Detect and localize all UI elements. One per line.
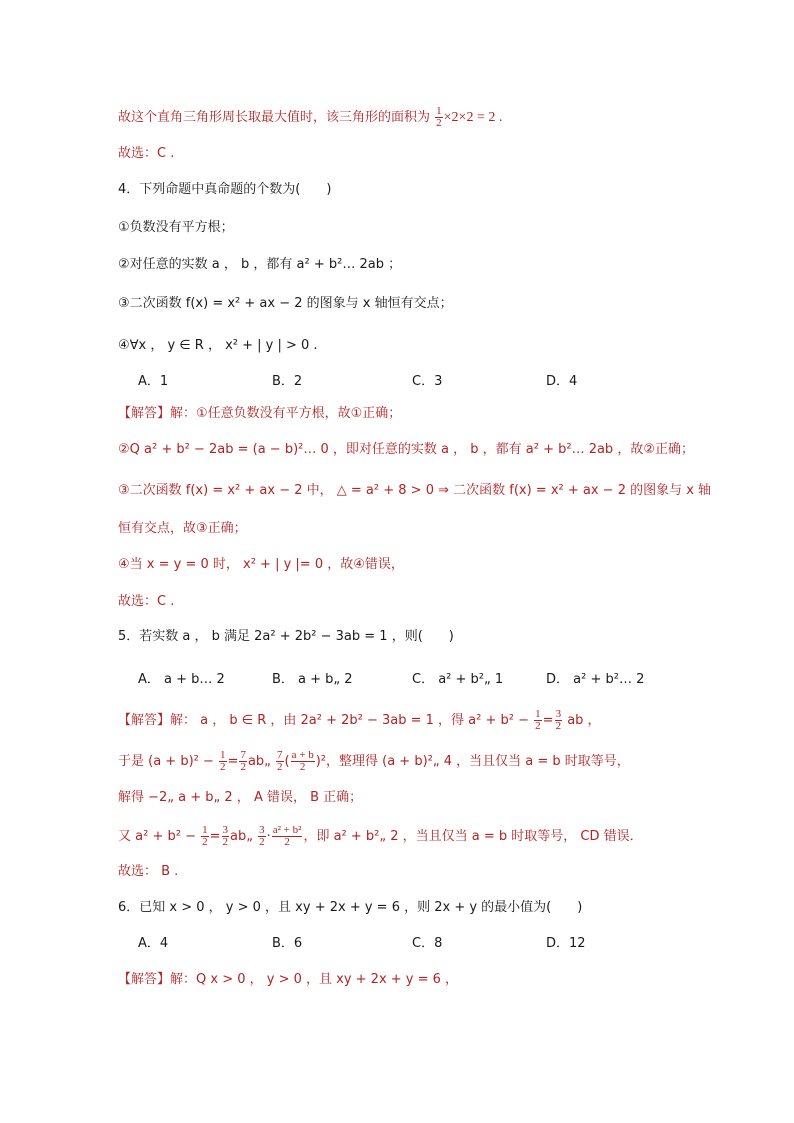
solution-4-line-4: 恒有交点，故③正确； xyxy=(118,521,247,536)
option-d: D． a² + b²… 2 xyxy=(546,672,645,687)
option-b: B． a + b„ 2 xyxy=(272,672,353,687)
solution-5-line-1: 【解答】解： a ， b ∈ R ，由 2a² + 2b² − 3ab = 1 ，得 a² + b² − $\frac{1}{2}$ = $\frac{3}{2}$ ab ， xyxy=(118,708,601,732)
area-expression: ×2×2 = 2 . xyxy=(443,110,503,125)
solution-phrase: ，即 a² + b²„ 2 ，当且仅当 a = b 时取等号， CD 错误． xyxy=(303,829,643,844)
solution-4-line-3: ③二次函数 f(x) = x² + ax − 2 中， △ = a² + 8 > 0 ⇒ 二次函数 f(x) = x² + ax − 2 的图象与 x 轴 xyxy=(118,483,712,498)
fraction: $\frac{3}{2}$ xyxy=(222,824,229,848)
solution-phrase: 故这个直角三角形周长取最大值时，该三角形的面积为 xyxy=(118,110,431,125)
solution-4-line-1: 【解答】解：①任意负数没有平方根，故①正确； xyxy=(118,406,402,421)
option-c: C．3 xyxy=(412,374,443,389)
fraction: $\frac{3}{2}$ xyxy=(259,824,265,848)
option-a: A． a + b… 2 xyxy=(138,672,225,687)
question-6: 6．已知 x > 0 ， y > 0 ，且 xy + 2x + y = 6 ，则 2x + y 的最小值为( ) xyxy=(118,900,583,915)
fraction: $\frac{1}{2}$ xyxy=(220,749,226,773)
solution-phrase: ab ， xyxy=(563,713,601,728)
fraction: $\frac{7}{2}$ xyxy=(240,749,246,773)
option-c: C．8 xyxy=(412,936,443,951)
solution-5-line-3: 解得 −2„ a + b„ 2 ， A 错误， B 正确； xyxy=(118,790,363,805)
solution-5-answer: 故选： B . xyxy=(118,864,179,879)
option-d: D．4 xyxy=(546,374,578,389)
proposition-3: ③二次函数 f(x) = x² + ax − 2 的图象与 x 轴恒有交点； xyxy=(118,296,453,311)
fraction: $\frac{1}{2}$ xyxy=(202,824,208,848)
fraction: $\frac{a + b}{2}$ xyxy=(291,749,314,773)
solution-phrase: ab„ xyxy=(230,829,253,844)
proposition-4: ④∀x ， y ∈ R ， x² + | y | > 0 . xyxy=(118,338,318,353)
option-d: D．12 xyxy=(546,936,586,951)
option-b: B．6 xyxy=(272,936,303,951)
solution-phrase: 又 a² + b² − xyxy=(118,829,196,844)
answer-choice: 故选：C . xyxy=(118,146,175,161)
solution-5-line-4: 又 a² + b² − $\frac{1}{2}$ = $\frac{3}{2}$ ab„ $\frac{3}{2}$ · $\frac{\text{a² + b²}}{2}$ ，即 a² + b²„ 2 ，当且仅当 a = b 时取等号， CD 错误． xyxy=(118,824,643,848)
fraction: $\frac{7}{2}$ xyxy=(277,749,283,773)
solution-phrase: 【解答】解： a ， b ∈ R ，由 2a² + 2b² − 3ab = 1 ，得 a² + b² − xyxy=(118,713,530,728)
option-a: A．1 xyxy=(138,374,169,389)
solution-4-line-5: ④当 x = y = 0 时， x² + | y |= 0 ，故④错误， xyxy=(118,557,404,572)
option-a: A．4 xyxy=(138,936,169,951)
solution-phrase: 于是 (a + b)² − xyxy=(118,754,214,769)
solution-phrase: ²，整理得 (a + b)²„ 4 ，当且仅当 a = b 时取等号， xyxy=(320,754,630,769)
solution-5-line-2: 于是 (a + b)² − $\frac{1}{2}$ = $\frac{7}{2}$ ab„ $\frac{7}{2}$ ( $\frac{a + b}{2}$ )²，整理得 (a + b)²„ 4 ，当且仅当 a = b 时取等号， xyxy=(118,749,630,773)
question-5: 5．若实数 a ， b 满足 2a² + 2b² − 3ab = 1 ，则( ) xyxy=(118,629,454,644)
solution-4-line-2: ②Q a² + b² − 2ab = (a − b)²… 0 ，即对任意的实数 a ， b ，都有 a² + b²… 2ab ，故②正确； xyxy=(118,442,694,457)
solution-6-line-1: 【解答】解：Q x > 0 ， y > 0 ，且 xy + 2x + y = 6 ， xyxy=(118,972,459,987)
fraction: $\frac{\text{a² + b²}}{2}$ xyxy=(272,824,302,848)
fraction: $\frac{1}{2}$ xyxy=(436,105,442,129)
solution-text xyxy=(118,106,502,129)
option-b: B．2 xyxy=(272,374,303,389)
fraction: $\frac{3}{2}$ xyxy=(555,708,562,732)
fraction: $\frac{1}{2}$ xyxy=(535,708,541,732)
proposition-1: ①负数没有平方根； xyxy=(118,220,234,235)
option-c: C． a² + b²„ 1 xyxy=(412,672,504,687)
solution-phrase: ab„ xyxy=(247,754,271,769)
question-4: 4．下列命题中真命题的个数为( ) xyxy=(118,182,332,197)
proposition-2: ②对任意的实数 a ， b ，都有 a² + b²… 2ab ； xyxy=(118,257,402,272)
solution-4-answer: 故选：C . xyxy=(118,594,175,609)
